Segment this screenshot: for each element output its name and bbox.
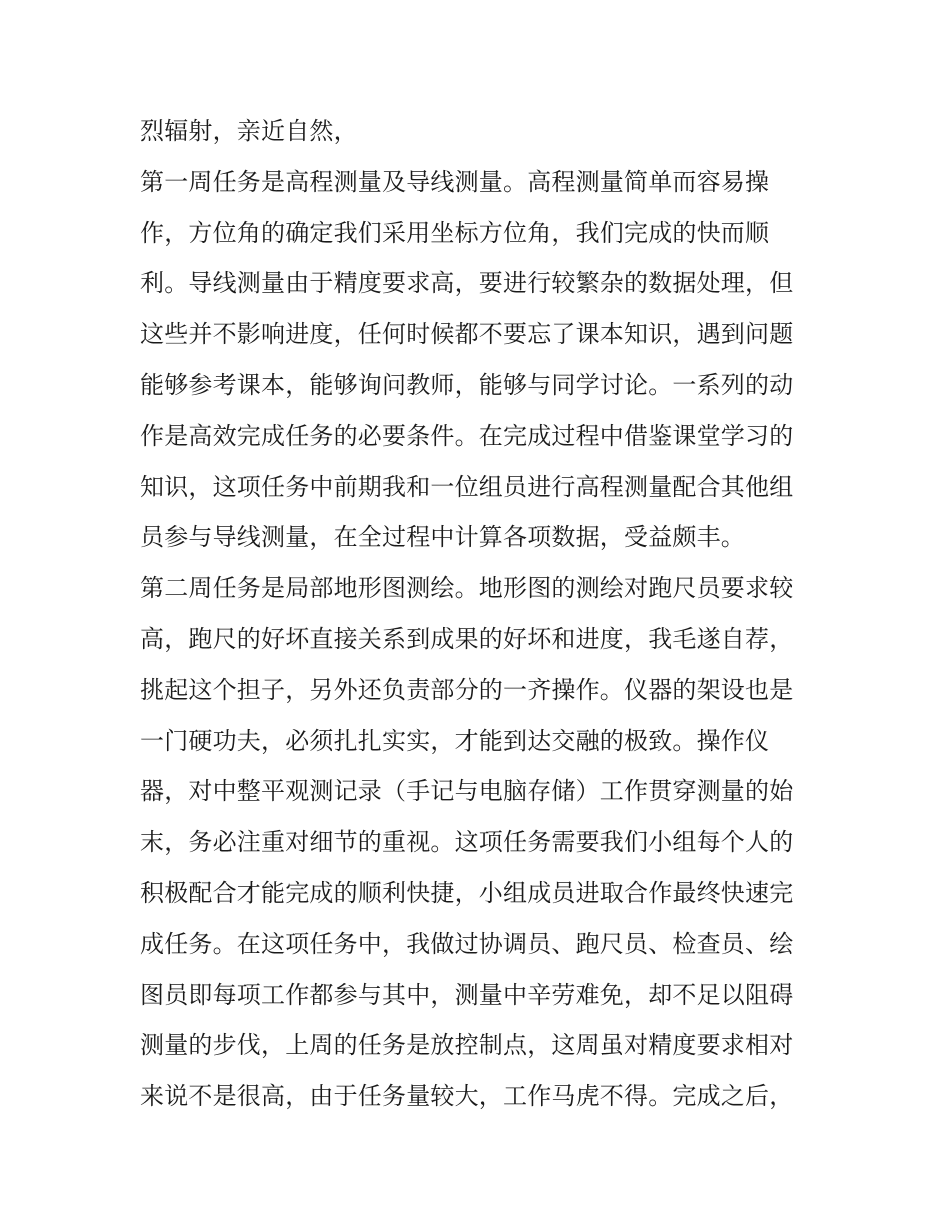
text-line: 图员即每项工作都参与其中，测量中辛劳难免，却不足以阻碍 (140, 980, 794, 1009)
text-line: 员参与导线测量，在全过程中计算各项数据，受益颇丰。 (140, 523, 745, 552)
text-line: 利。导线测量由于精度要求高，要进行较繁杂的数据处理，但 (140, 269, 794, 298)
text-line: 积极配合才能完成的顺利快捷，小组成员进取合作最终快速完 (140, 878, 794, 907)
body-text (140, 106, 820, 1122)
text-line: 末，务必注重对细节的重视。这项任务需要我们小组每个人的 (140, 828, 794, 857)
text-line: 第二周任务是局部地形图测绘。地形图的测绘对跑尺员要求较 (140, 574, 794, 603)
text-line: 高，跑尺的好坏直接关系到成果的好坏和进度，我毛遂自荐， (140, 624, 794, 653)
text-line: 知识，这项任务中前期我和一位组员进行高程测量配合其他组 (140, 472, 794, 501)
text-line: 测量的步伐，上周的任务是放控制点，这周虽对精度要求相对 (140, 1031, 794, 1060)
text-line: 这些并不影响进度，任何时候都不要忘了课本知识，遇到问题 (140, 320, 794, 349)
text-line: 来说不是很高，由于任务量较大，工作马虎不得。完成之后， (140, 1082, 794, 1111)
text-line: 一门硬功夫，必须扎扎实实，才能到达交融的极致。操作仪 (140, 726, 770, 755)
text-line: 作是高效完成任务的必要条件。在完成过程中借鉴课堂学习的 (140, 421, 794, 450)
text-line: 成任务。在这项任务中，我做过协调员、跑尺员、检查员、绘 (140, 929, 794, 958)
text-line: 烈辐射，亲近自然， (140, 117, 358, 145)
text-line: 能够参考课本，能够询问教师，能够与同学讨论。一系列的动 (140, 370, 794, 399)
text-line: 作，方位角的确定我们采用坐标方位角，我们完成的快而顺 (140, 218, 770, 247)
text-line: 器，对中整平观测记录（手记与电脑存储）工作贯穿测量的始 (140, 777, 794, 806)
text-line: 挑起这个担子，另外还负责部分的一齐操作。仪器的架设也是 (140, 675, 794, 704)
text-line: 第一周任务是高程测量及导线测量。高程测量简单而容易操 (140, 167, 770, 196)
